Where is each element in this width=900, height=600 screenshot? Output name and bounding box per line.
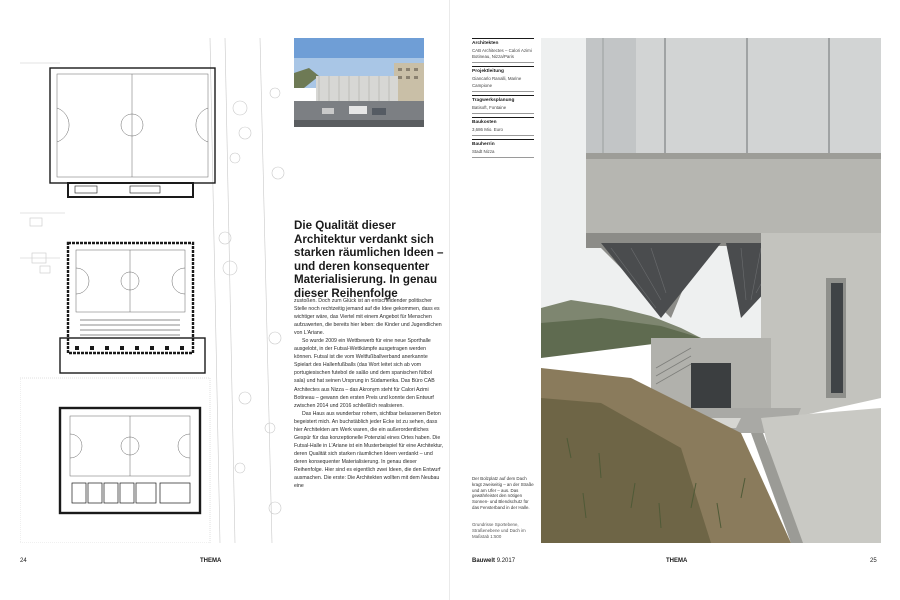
exterior-photo <box>294 38 424 127</box>
section-label-right <box>666 558 687 564</box>
info-structural <box>472 95 534 114</box>
project-info <box>472 38 534 161</box>
info-architects <box>472 38 534 63</box>
body-paragraph: So wurde 2009 ein Wettbewerb für eine neue Sporthalle ausgelobt, in der Futsal-Wettkämpfe ausgetragen werden können. Futsal ist die vom Weltfußballverband anerkannte Spielart des Hallenfußballs (das Wort leitet sich ab vom portugiesischen futebol de salão und dem spanischen fútbol sala) und hat seinen Ursprung in Südamerika. Das Büro CAB Architectes aus Nizza – das Akronym steht für Calori Azimi Botineau – gewann den ersten Preis und konnte den Entwurf zwischen 2014 und 2016 schließlich realisieren. <box>294 338 435 409</box>
info-value: CAB Architectes – Calori Azimi Botineau, Nizza/Paris <box>472 48 534 63</box>
info-label: Architekten <box>472 41 499 46</box>
info-client <box>472 139 534 158</box>
magazine-name: Bauwelt <box>472 558 496 564</box>
cantilever-photo-image <box>541 38 881 543</box>
plan-sports <box>20 378 210 543</box>
info-label: Tragwerksplanung <box>472 97 515 103</box>
section-label-left <box>200 558 221 564</box>
info-value: Giancarlo Ranalli, Marine Campione <box>472 76 534 91</box>
plans-caption: Grundrisse Sportebene, Straßenebene und Dach im Maßstab 1:500 <box>472 522 526 539</box>
article-headline: Die Qualität dieser Architektur verdankt sich starken räumlichen Ideen – und deren konsequenter Materialisierung. In genau dieser Reihenfolge <box>294 219 444 300</box>
section-label-text: THEMA <box>666 558 688 564</box>
page-number-right: 25 <box>870 558 877 564</box>
info-value: Batisoft, Fontaine <box>472 105 534 114</box>
info-value: Stadt Nizza <box>472 149 534 158</box>
floor-plan-drawings <box>20 38 290 543</box>
body-paragraph: zustoßen. Doch zum Glück ist an entscheidender politischer Stelle noch rechtzeitig jemand auf die Idee gekommen, dass es wichtiger wäre, das Viertel mit einem Angebot für Menschen aufzuwerten, die bereits hier leben: die Kinder und Jugendlichen von L'Ariane. <box>294 298 442 337</box>
page-number-left: 24 <box>20 558 27 564</box>
photo-caption: Der Bolzplatz auf dem Dach kragt zweiseitig – an der Straße und am Ufer – aus. Das gewährleistet den nötigen Sonnen- und Blendschutz für das Fensterband in der Halle. <box>472 476 534 510</box>
main-photo <box>541 38 881 543</box>
magazine-issue-left <box>472 558 515 564</box>
floor-plans <box>20 38 290 543</box>
plan-roof <box>50 68 215 197</box>
info-costs <box>472 117 534 136</box>
body-paragraph: Das Haus aus wunderbar rohem, sichtbar belassenen Beton begeistert mich. An buchstäblich jeder Ecke ist zu sehen, dass hier Architekten am Werk waren, die ein außerordentliches Gespür für das konzeptionelle Potenzial eines Ortes haben. Die Futsal-Halle in L'Ariane ist ein Musterbeispiel für eine Architektur, deren Qualität sich starken räumlichen Ideen verdankt – und deren konsequenter Materialisierung. In genau dieser Reihenfolge. Hier sind es eigentlich zwei Ideen, die den Entwurf ausmachen. Die erste: Die Architekten wollten mit dem Neubau eine <box>294 410 444 490</box>
info-label: Projektleitung <box>472 69 504 75</box>
article-body <box>294 297 444 490</box>
section-label-text: THEMA <box>200 558 222 564</box>
info-project-lead <box>472 66 534 91</box>
exterior-photo-image <box>294 38 424 127</box>
info-label: Baukosten <box>472 120 497 126</box>
issue-number: 9.2017 <box>496 558 516 564</box>
info-label: Bauherrin <box>472 142 495 148</box>
info-value: 3,686 Mio. Euro <box>472 127 534 136</box>
plan-street <box>60 243 205 373</box>
